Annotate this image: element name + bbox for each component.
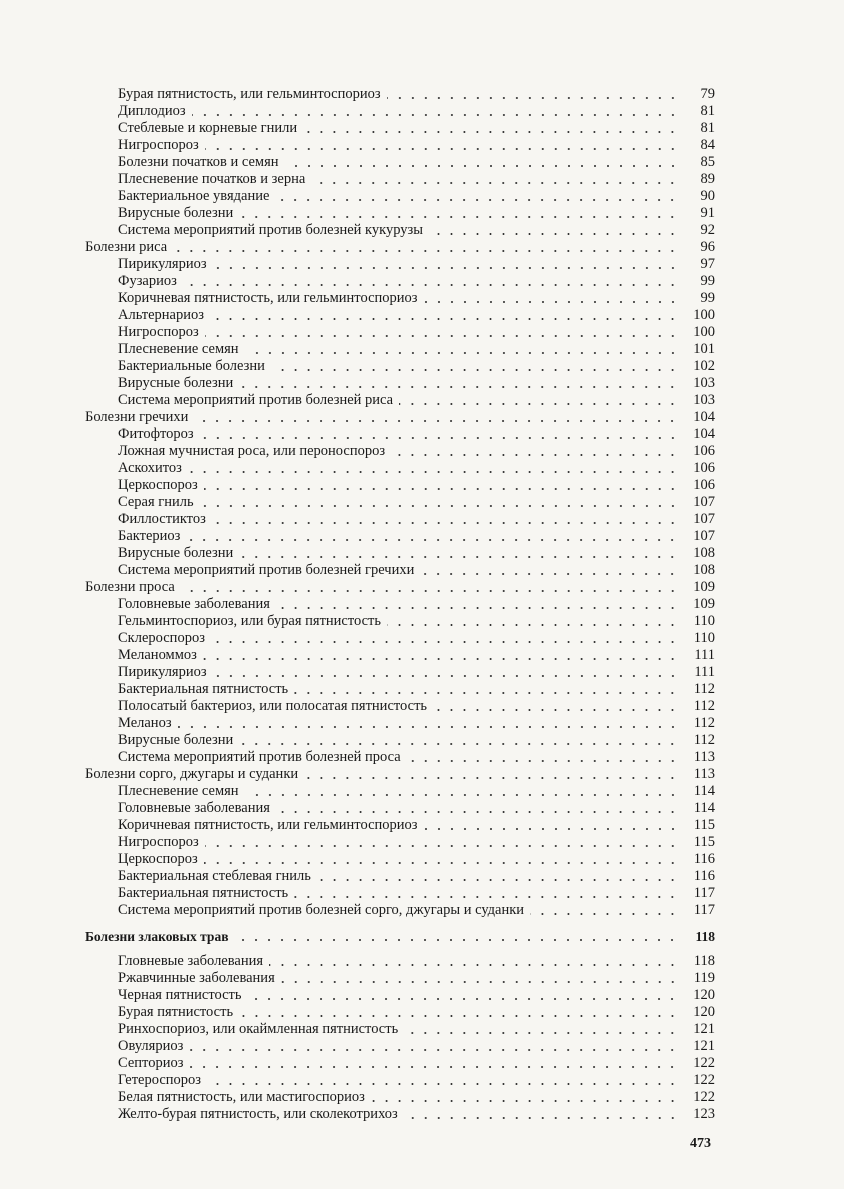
toc-entry-page: 114 <box>693 800 715 816</box>
dot-leader <box>276 607 679 609</box>
toc-entry-page: 113 <box>693 749 715 765</box>
toc-entry <box>85 358 715 375</box>
toc-entry-page: 122 <box>693 1072 715 1088</box>
toc-entry-page: 97 <box>700 256 715 272</box>
dot-leader <box>371 1100 679 1102</box>
dot-leader <box>200 505 679 507</box>
toc-entry <box>85 205 715 222</box>
toc-entry <box>85 477 715 494</box>
dot-leader <box>213 675 679 677</box>
toc-entry <box>85 137 715 154</box>
toc-entry-page: 104 <box>693 409 715 425</box>
toc-entry-title: Полосатый бактериоз, или полосатая пятнистость <box>118 698 428 714</box>
dot-leader <box>247 998 679 1000</box>
toc-entry <box>85 120 715 137</box>
dot-leader <box>234 939 679 941</box>
toc-entry-title: Система мероприятий против болезней риса <box>118 392 394 408</box>
toc-entry <box>85 1089 715 1106</box>
toc-entry-page: 118 <box>695 929 715 944</box>
dot-leader <box>192 114 679 116</box>
toc-entry-title: Меланоммоз <box>118 647 197 663</box>
toc-entry-page: 112 <box>693 698 715 714</box>
toc-entry-title: Коричневая пятнистость, или гельминтоспориоз <box>118 817 418 833</box>
dot-leader <box>387 624 679 626</box>
dot-leader <box>189 1049 679 1051</box>
toc-entry-title: Пирикуляриоз <box>118 664 207 680</box>
toc-entry <box>85 188 715 205</box>
toc-entry-title: Система мероприятий против болезней сорго, джугары и суданки <box>118 902 525 918</box>
toc-entry <box>85 987 715 1004</box>
toc-entry-page: 115 <box>693 834 715 850</box>
dot-leader <box>205 148 679 150</box>
toc-entry-title: Система мероприятий против болезней проса <box>118 749 401 765</box>
toc-entry-title: Бактериальное увядание <box>118 188 270 204</box>
toc-entry-title: Ржавчинные заболевания <box>118 970 275 986</box>
toc-entry <box>85 630 715 647</box>
toc-section <box>85 579 715 596</box>
toc-entry-title: Плесневение семян <box>118 341 239 357</box>
dot-leader <box>239 216 679 218</box>
toc-entry <box>85 103 715 120</box>
toc-entry-page: 115 <box>693 817 715 833</box>
toc-entry-page: 120 <box>693 1004 715 1020</box>
toc-entry-page: 121 <box>693 1021 715 1037</box>
toc-entry-page: 107 <box>693 494 715 510</box>
toc-entry-page: 120 <box>693 987 715 1003</box>
toc-entry <box>85 817 715 834</box>
toc-entry-title: Меланоз <box>118 715 172 731</box>
toc-entry <box>85 868 715 885</box>
dot-leader <box>239 1015 679 1017</box>
toc-entry-page: 110 <box>693 630 715 646</box>
toc-entry <box>85 1004 715 1021</box>
toc-entry-title: Вирусные болезни <box>118 205 234 221</box>
toc-entry-page: 106 <box>693 477 715 493</box>
toc-entry-page: 118 <box>693 953 715 969</box>
dot-leader <box>317 879 679 881</box>
toc-entry-title: Альтернариоз <box>118 307 204 323</box>
toc-entry-title: Нигроспороз <box>118 834 199 850</box>
dot-leader <box>183 284 679 286</box>
toc-entry-page: 81 <box>700 120 715 136</box>
toc-entry-page: 104 <box>693 426 715 442</box>
dot-leader <box>204 488 679 490</box>
toc-entry-title: Вирусные болезни <box>118 375 234 391</box>
toc-entry-page: 85 <box>700 154 715 170</box>
toc-entry-title: Овуляриоз <box>118 1038 184 1054</box>
toc-entry-page: 121 <box>693 1038 715 1054</box>
toc-entry <box>85 256 715 273</box>
toc-entry <box>85 460 715 477</box>
toc-entry <box>85 86 715 103</box>
toc-entry-page: 109 <box>693 579 715 595</box>
toc-entry <box>85 885 715 902</box>
toc-entry-title: Коричневая пятнистость, или гельминтоспориоз <box>118 290 418 306</box>
dot-leader <box>239 556 679 558</box>
toc-entry <box>85 834 715 851</box>
toc-entry <box>85 749 715 766</box>
dot-leader <box>399 403 679 405</box>
toc-entry-page: 99 <box>700 273 715 289</box>
toc-entry <box>85 545 715 562</box>
toc-entry-page: 107 <box>693 528 715 544</box>
toc-entry <box>85 307 715 324</box>
dot-leader <box>424 828 679 830</box>
toc-entry <box>85 154 715 171</box>
toc-entry-page: 108 <box>693 562 715 578</box>
dot-leader <box>189 1066 679 1068</box>
dot-leader <box>211 641 679 643</box>
toc-entry <box>85 698 715 715</box>
dot-leader <box>239 743 679 745</box>
dot-leader <box>245 352 679 354</box>
dot-leader <box>404 1032 679 1034</box>
toc-entry <box>85 290 715 307</box>
toc-entry-page: 112 <box>693 715 715 731</box>
toc-entry-page: 107 <box>693 511 715 527</box>
dot-leader <box>294 896 679 898</box>
toc-entry-title: Фузариоз <box>118 273 177 289</box>
toc-entry <box>85 681 715 698</box>
toc-entry-page: 81 <box>700 103 715 119</box>
toc-entry-page: 103 <box>693 375 715 391</box>
toc-entry <box>85 443 715 460</box>
dot-leader <box>181 590 679 592</box>
toc-entry-page: 102 <box>693 358 715 374</box>
dot-leader <box>420 573 679 575</box>
toc-entry-title: Фитофтороз <box>118 426 194 442</box>
toc-entry-page: 103 <box>693 392 715 408</box>
toc-entry-title: Ринхоспориоз, или окаймленная пятнистость <box>118 1021 399 1037</box>
dot-leader <box>210 318 679 320</box>
toc-entry-title: Бактериальная стеблевая гниль <box>118 868 311 884</box>
dot-leader <box>205 845 679 847</box>
toc-entry-page: 106 <box>693 460 715 476</box>
toc-entry-page: 113 <box>693 766 715 782</box>
toc-entry-title: Гельминтоспориоз, или бурая пятнистость <box>118 613 381 629</box>
toc-entry <box>85 1038 715 1055</box>
dot-leader <box>194 420 679 422</box>
toc-entry <box>85 715 715 732</box>
toc-entry-page: 123 <box>693 1106 715 1122</box>
toc-entry-title: Бактериоз <box>118 528 181 544</box>
toc-entry-title: Головневые заболевания <box>118 596 270 612</box>
toc-entry-page: 108 <box>693 545 715 561</box>
toc-entry-page: 110 <box>693 613 715 629</box>
toc-entry-page: 117 <box>693 902 715 918</box>
toc-entry <box>85 511 715 528</box>
dot-leader <box>204 862 679 864</box>
toc-entry <box>85 800 715 817</box>
table-of-contents <box>85 86 715 1123</box>
dot-leader <box>239 386 679 388</box>
toc-entry <box>85 426 715 443</box>
dot-leader <box>407 760 679 762</box>
toc-entry-page: 112 <box>693 681 715 697</box>
dot-leader <box>245 794 679 796</box>
dot-leader <box>433 709 679 711</box>
toc-entry-title: Система мероприятий против болезней кукурузы <box>118 222 423 238</box>
toc-entry <box>85 494 715 511</box>
dot-leader <box>276 811 679 813</box>
dot-leader <box>275 199 679 201</box>
toc-entry <box>85 1072 715 1089</box>
toc-entry-title: Пирикуляриоз <box>118 256 207 272</box>
dot-leader <box>205 335 679 337</box>
dot-leader <box>404 1117 679 1119</box>
toc-entry-title: Плесневение початков и зерна <box>118 171 306 187</box>
toc-entry-page: 90 <box>700 188 715 204</box>
dot-leader <box>213 267 679 269</box>
toc-entry-page: 109 <box>693 596 715 612</box>
toc-section <box>85 928 715 945</box>
dot-leader <box>188 471 679 473</box>
toc-entry-title: Бурая пятнистость, или гельминтоспориоз <box>118 86 381 102</box>
toc-entry <box>85 613 715 630</box>
dot-leader <box>203 658 679 660</box>
toc-entry <box>85 664 715 681</box>
toc-entry-title: Септориоз <box>118 1055 184 1071</box>
toc-entry <box>85 902 715 919</box>
toc-entry-title: Вирусные болезни <box>118 732 234 748</box>
toc-entry-title: Серая гниль <box>118 494 194 510</box>
toc-entry-page: 116 <box>693 868 715 884</box>
toc-entry-title: Головневые заболевания <box>118 800 270 816</box>
toc-entry-title: Церкоспороз <box>118 477 198 493</box>
toc-entry <box>85 783 715 800</box>
toc-entry-page: 106 <box>693 443 715 459</box>
toc-entry-page: 79 <box>700 86 715 102</box>
toc-entry-title: Бактериальные болезни <box>118 358 265 374</box>
toc-entry-title: Вирусные болезни <box>118 545 234 561</box>
dot-leader <box>178 726 679 728</box>
toc-entry <box>85 392 715 409</box>
dot-leader <box>271 369 679 371</box>
dot-leader <box>285 165 680 167</box>
dot-leader <box>311 182 679 184</box>
toc-entry <box>85 222 715 239</box>
toc-entry-page: 91 <box>700 205 715 221</box>
toc-entry-page: 101 <box>693 341 715 357</box>
toc-entry-title: Нигроспороз <box>118 137 199 153</box>
dot-leader <box>391 454 679 456</box>
dot-leader <box>424 301 679 303</box>
toc-entry <box>85 528 715 545</box>
dot-leader <box>530 913 679 915</box>
toc-entry-page: 117 <box>693 885 715 901</box>
toc-entry-page: 122 <box>693 1055 715 1071</box>
toc-entry <box>85 953 715 970</box>
toc-entry-page: 96 <box>700 239 715 255</box>
toc-entry-page: 122 <box>693 1089 715 1105</box>
dot-leader <box>269 964 679 966</box>
toc-entry-page: 116 <box>693 851 715 867</box>
toc-entry-title: Склероспороз <box>118 630 205 646</box>
toc-entry-page: 92 <box>700 222 715 238</box>
toc-entry-page: 112 <box>693 732 715 748</box>
toc-section <box>85 766 715 783</box>
toc-entry-page: 111 <box>694 647 715 663</box>
toc-entry-title: Бактериальная пятнистость <box>118 681 289 697</box>
toc-entry <box>85 171 715 188</box>
toc-entry-page: 111 <box>694 664 715 680</box>
toc-entry <box>85 341 715 358</box>
toc-section <box>85 409 715 426</box>
toc-entry <box>85 732 715 749</box>
page-number: 473 <box>690 1136 711 1151</box>
toc-entry-title: Ложная мучнистая роса, или пероноспороз <box>118 443 386 459</box>
toc-entry-title: Бурая пятнистость <box>118 1004 234 1020</box>
dot-leader <box>281 981 679 983</box>
toc-entry-title: Нигроспороз <box>118 324 199 340</box>
toc-entry <box>85 647 715 664</box>
toc-entry-title: Болезни злаковых трав <box>85 929 229 944</box>
dot-leader <box>173 250 679 252</box>
toc-entry-page: 119 <box>693 970 715 986</box>
toc-entry-title: Черная пятнистость <box>118 987 242 1003</box>
toc-entry <box>85 375 715 392</box>
toc-entry-page: 89 <box>700 171 715 187</box>
toc-entry-title: Болезни проса <box>85 579 175 595</box>
toc-entry-title: Гетероспороз <box>118 1072 202 1088</box>
dot-leader <box>387 97 679 99</box>
dot-leader <box>200 437 679 439</box>
dot-leader <box>207 1083 679 1085</box>
toc-entry-title: Болезни риса <box>85 239 168 255</box>
toc-entry-page: 100 <box>693 324 715 340</box>
toc-entry-title: Стеблевые и корневые гнили <box>118 120 298 136</box>
toc-entry-title: Болезни початков и семян <box>118 154 279 170</box>
toc-entry-title: Аскохитоз <box>118 460 182 476</box>
toc-entry-page: 114 <box>693 783 715 799</box>
toc-entry-page: 84 <box>700 137 715 153</box>
dot-leader <box>303 131 679 133</box>
toc-entry-title: Церкоспороз <box>118 851 198 867</box>
toc-entry <box>85 1106 715 1123</box>
dot-leader <box>429 233 679 235</box>
toc-entry-title: Система мероприятий против болезней гречихи <box>118 562 415 578</box>
toc-entry <box>85 1021 715 1038</box>
toc-entry-title: Желто-бурая пятнистость, или сколекотрихоз <box>118 1106 398 1122</box>
toc-entry-title: Болезни сорго, джугары и суданки <box>85 766 299 782</box>
toc-entry-title: Диплодиоз <box>118 103 186 119</box>
toc-section <box>85 239 715 256</box>
toc-entry <box>85 273 715 290</box>
toc-entry-title: Бактериальная пятнистость <box>118 885 289 901</box>
toc-entry <box>85 851 715 868</box>
toc-entry-title: Филлостиктоз <box>118 511 206 527</box>
dot-leader <box>294 692 679 694</box>
dot-leader <box>212 522 679 524</box>
toc-entry <box>85 970 715 987</box>
dot-leader <box>304 777 679 779</box>
toc-entry-page: 100 <box>693 307 715 323</box>
toc-entry <box>85 1055 715 1072</box>
toc-entry-title: Белая пятнистость, или мастигоспориоз <box>118 1089 365 1105</box>
toc-entry-title: Гловневые заболевания <box>118 953 264 969</box>
toc-entry-title: Плесневение семян <box>118 783 239 799</box>
toc-entry <box>85 596 715 613</box>
toc-entry-title: Болезни гречихи <box>85 409 189 425</box>
toc-entry-page: 99 <box>700 290 715 306</box>
dot-leader <box>186 539 679 541</box>
toc-entry <box>85 562 715 579</box>
toc-entry <box>85 324 715 341</box>
